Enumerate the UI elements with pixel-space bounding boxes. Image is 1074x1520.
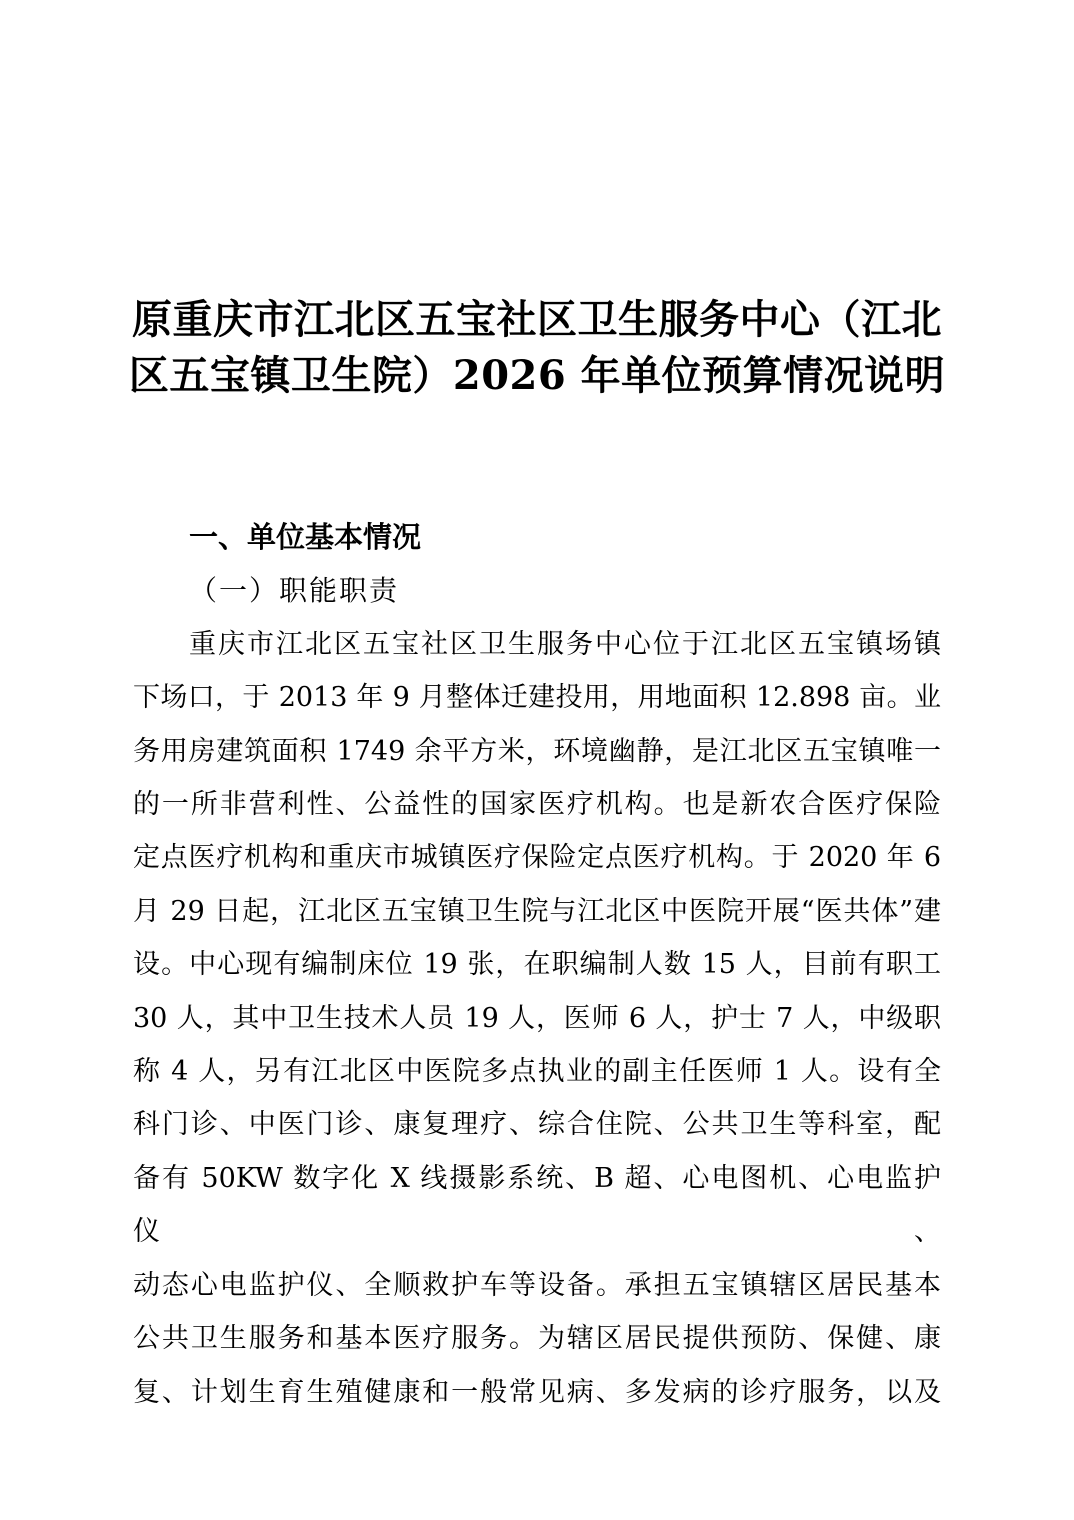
paragraph-line: 科门诊、中医门诊、康复理疗、综合住院、公共卫生等科室，配 xyxy=(133,1109,941,1141)
paragraph-line: 重庆市江北区五宝社区卫生服务中心位于江北区五宝镇场镇 xyxy=(189,628,941,660)
body-paragraph xyxy=(133,618,941,1419)
document-body xyxy=(133,511,941,1419)
paragraph-line: 务用房建筑面积 1749 余平方米，环境幽静，是江北区五宝镇唯一 xyxy=(133,735,941,767)
paragraph-line: 的一所非营利性、公益性的国家医疗机构。也是新农合医疗保险 xyxy=(133,789,941,821)
paragraph-line: 设。中心现有编制床位 19 张，在职编制人数 15 人，目前有职工 xyxy=(133,949,941,981)
paragraph-line: 30 人，其中卫生技术人员 19 人，医师 6 人，护士 7 人，中级职 xyxy=(133,1002,941,1034)
paragraph-line: 公共卫生服务和基本医疗服务。为辖区居民提供预防、保健、康 xyxy=(133,1323,941,1355)
paragraph-line: 月 29 日起，江北区五宝镇卫生院与江北区中医院开展“医共体”建 xyxy=(133,895,941,927)
subsection-heading: （一）职能职责 xyxy=(189,574,400,608)
document-title-line-2: 区五宝镇卫生院）2026 年单位预算情况说明 xyxy=(128,352,946,399)
paragraph-line: 定点医疗机构和重庆市城镇医疗保险定点医疗机构。于 2020 年 6 xyxy=(133,842,941,874)
paragraph-line: 下场口，于 2013 年 9 月整体迁建投用，用地面积 12.898 亩。业 xyxy=(133,682,941,714)
paragraph-line: 动态心电监护仪、全顺救护车等设备。承担五宝镇辖区居民基本 xyxy=(133,1269,941,1301)
document-title-line-1: 原重庆市江北区五宝社区卫生服务中心（江北 xyxy=(132,296,942,343)
section-heading: 一、单位基本情况 xyxy=(189,520,422,554)
paragraph-line: 称 4 人，另有江北区中医院多点执业的副主任医师 1 人。设有全 xyxy=(133,1056,941,1088)
paragraph-line: 复、计划生育生殖健康和一般常见病、多发病的诊疗服务，以及 xyxy=(133,1376,941,1408)
paragraph-line: 备有 50KW 数字化 X 线摄影系统、B 超、心电图机、心电监护仪、 xyxy=(133,1162,941,1248)
document-title xyxy=(0,292,1074,404)
